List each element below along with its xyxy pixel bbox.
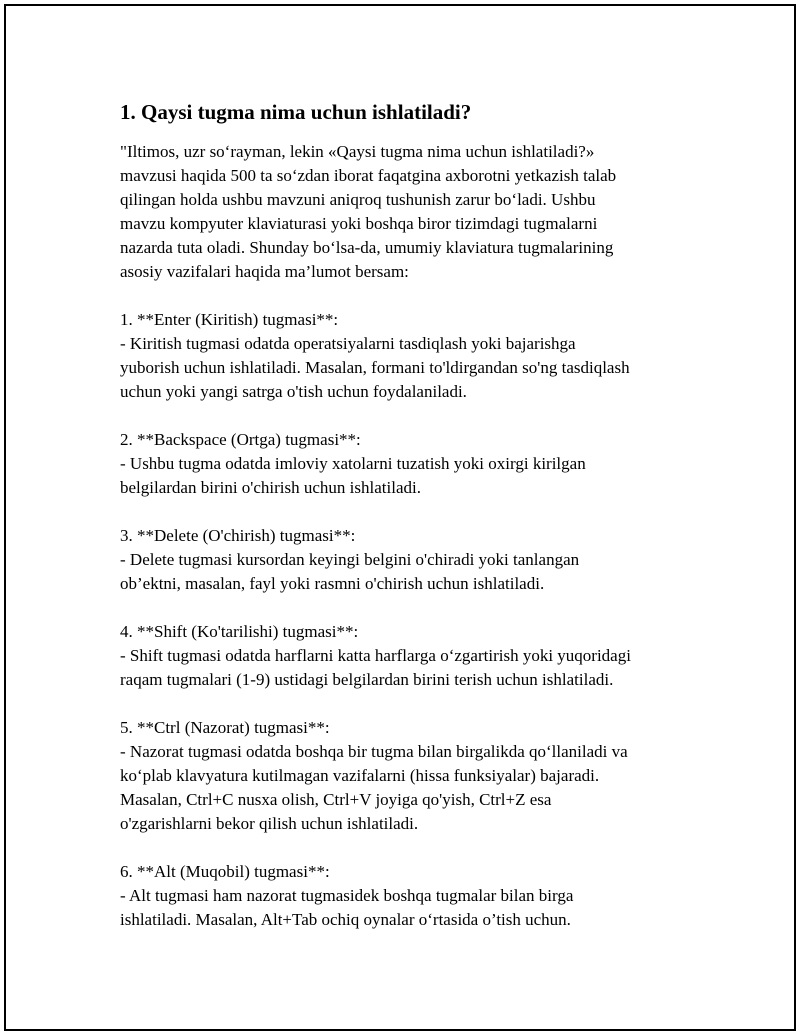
item-body-shift: - Shift tugmasi odatda harflarni katta harflarga o‘zgartirish yoki yuqoridagi raqam tugmalari (1-9) ustidagi belgilardan birini terish uchun ishlatiladi. <box>120 646 631 689</box>
item-title-enter: 1. **Enter (Kiritish) tugmasi**: <box>120 310 339 329</box>
item-title-ctrl: 5. **Ctrl (Nazorat) tugmasi**: <box>120 718 330 737</box>
document-body <box>120 98 720 932</box>
spacer <box>120 692 720 716</box>
intro-paragraph: "Iltimos, uzr so‘rayman, lekin «Qaysi tugma nima uchun ishlatiladi?» mavzusi haqida 500 ta so‘zdan iborat faqatgina axborotni yetkazish talab qilingan holda ushbu mavzuni aniqroq tushunish zarur bo‘ladi. Ushbu mavzu kompyuter klaviaturasi yoki boshqa biror tizimdagi tugmalarni nazarda tuta oladi. Shunday bo‘lsa-da, umumiy klaviatura tugmalarining asosiy vazifalari haqida ma’lumot bersam: <box>120 142 617 281</box>
spacer <box>120 836 720 860</box>
item-title-delete: 3. **Delete (O'chirish) tugmasi**: <box>120 526 356 545</box>
item-body-ctrl: - Nazorat tugmasi odatda boshqa bir tugma bilan birgalikda qo‘llaniladi va ko‘plab klavyatura kutilmagan vazifalarni (hissa funksiyalar) bajaradi. Masalan, Ctrl+C nusxa olish, Ctrl+V joyiga qo'yish, Ctrl+Z esa o'zgarishlarni bekor qilish uchun ishlatiladi. <box>120 742 628 833</box>
document-heading: 1. Qaysi tugma nima uchun ishlatiladi? <box>120 100 472 124</box>
item-title-backspace: 2. **Backspace (Ortga) tugmasi**: <box>120 430 361 449</box>
spacer <box>120 404 720 428</box>
item-body-delete: - Delete tugmasi kursordan keyingi belgini o'chiradi yoki tanlangan ob’ektni, masalan, fayl yoki rasmni o'chirish uchun ishlatiladi. <box>120 550 580 593</box>
spacer <box>120 596 720 620</box>
item-title-alt: 6. **Alt (Muqobil) tugmasi**: <box>120 862 330 881</box>
spacer <box>120 500 720 524</box>
item-body-backspace: - Ushbu tugma odatda imloviy xatolarni tuzatish yoki oxirgi kirilgan belgilardan birini o'chirish uchun ishlatiladi. <box>120 454 586 497</box>
item-body-enter: - Kiritish tugmasi odatda operatsiyalarni tasdiqlash yoki bajarishga yuborish uchun ishlatiladi. Masalan, formani to'ldirgandan so'ng tasdiqlash uchun yoki yangi satrga o'tish uchun foydalaniladi. <box>120 334 630 401</box>
item-title-shift: 4. **Shift (Ko'tarilishi) tugmasi**: <box>120 622 359 641</box>
page-frame <box>4 4 796 1031</box>
item-body-alt: - Alt tugmasi ham nazorat tugmasidek boshqa tugmalar bilan birga ishlatiladi. Masalan, Alt+Tab ochiq oynalar o‘rtasida o’tish uchun. <box>120 886 574 929</box>
spacer <box>120 284 720 308</box>
